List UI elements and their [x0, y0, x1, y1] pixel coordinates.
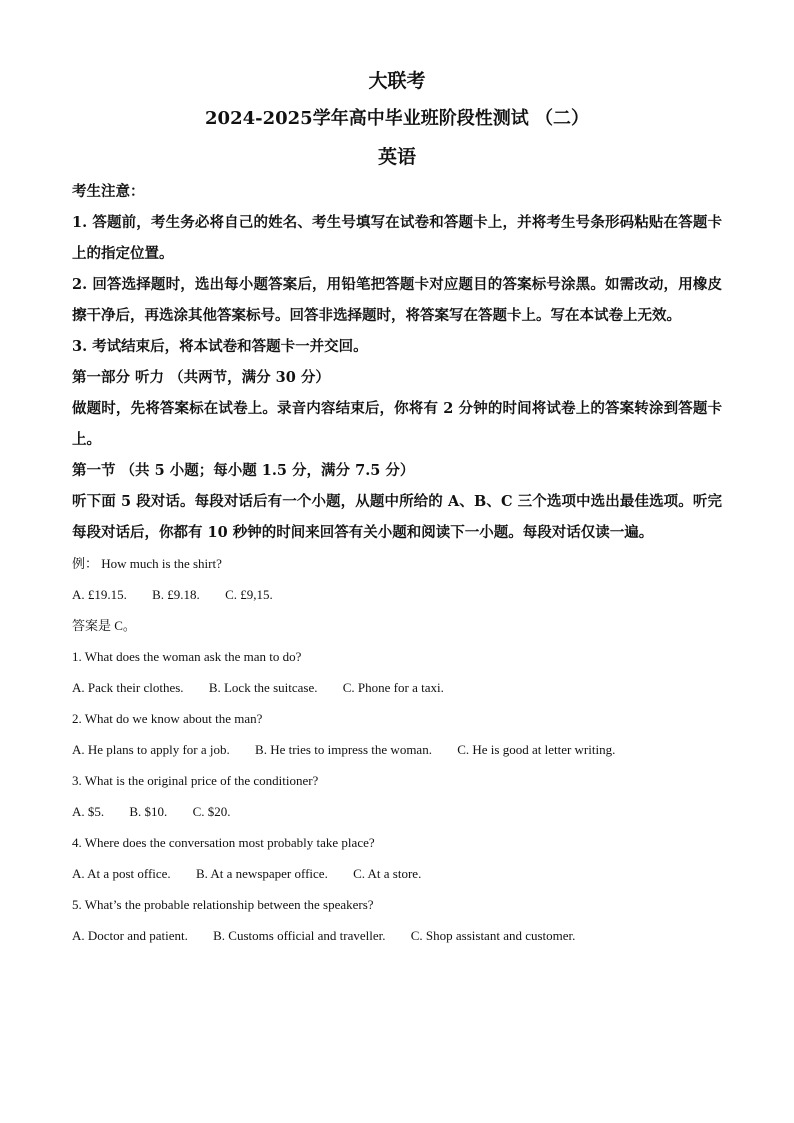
question-4: 4. Where does the conversation most probably take place?: [72, 835, 375, 850]
exam-title-2: 2024-2025学年高中毕业班阶段性测试 （二）: [205, 108, 589, 129]
question-1: 1. What does the woman ask the man to do?: [72, 649, 302, 664]
question-3: 3. What is the original price of the conditioner?: [72, 773, 319, 788]
exam-subject: 英语: [377, 146, 416, 168]
notice-item-3: 3. 考试结束后，将本试卷和答题卡一并交回。: [72, 338, 368, 355]
question-1-options: [72, 672, 722, 703]
example-options: [72, 579, 722, 610]
example-option-a: A. £19.15.: [72, 587, 127, 602]
part1-instruction: 做题时，先将答案标在试卷上。录音内容结束后，你将有 2 分钟的时间将试卷上的答案转涂到答题卡上。: [72, 400, 722, 448]
question-2: 2. What do we know about the man?: [72, 711, 263, 726]
question-3-options: [72, 796, 722, 827]
q4-option-c: C. At a store.: [353, 866, 422, 881]
q4-option-a: A. At a post office.: [72, 866, 171, 881]
notice-heading: 考生注意：: [72, 183, 145, 200]
example-option-c: C. £9,15.: [225, 587, 273, 602]
q1-option-a: A. Pack their clothes.: [72, 680, 184, 695]
section1-instruction: 听下面 5 段对话。每段对话后有一个小题，从题中所给的 A、B、C 三个选项中选出最佳选项。听完每段对话后，你都有 10 秒钟的时间来回答有关小题和阅读下一小题。每段对话仅读一遍。: [72, 493, 722, 541]
question-5-options: [72, 920, 722, 951]
q5-option-b: B. Customs official and traveller.: [213, 928, 386, 943]
notice-item-2: 2. 回答选择题时，选出每小题答案后，用铅笔把答题卡对应题目的答案标号涂黑。如需改动，用橡皮擦干净后，再选涂其他答案标号。回答非选择题时，将答案写在答题卡上。写在本试卷上无效。: [72, 276, 722, 324]
q1-option-c: C. Phone for a taxi.: [342, 680, 444, 695]
q2-option-c: C. He is good at letter writing.: [457, 742, 616, 757]
part1-heading: 第一部分 听力 （共两节，满分 30 分）: [72, 369, 330, 386]
section1-heading: 第一节 （共 5 小题；每小题 1.5 分，满分 7.5 分）: [72, 462, 415, 479]
exam-title-1: 大联考: [368, 70, 426, 92]
q1-option-b: B. Lock the suitcase.: [208, 680, 318, 695]
q5-option-c: C. Shop assistant and customer.: [410, 928, 576, 943]
q2-option-b: B. He tries to impress the woman.: [255, 742, 432, 757]
question-4-options: [72, 858, 722, 889]
q2-option-a: A. He plans to apply for a job.: [72, 742, 230, 757]
q3-option-a: A. $5.: [72, 804, 105, 819]
q5-option-a: A. Doctor and patient.: [72, 928, 188, 943]
question-2-options: [72, 734, 722, 765]
q3-option-b: B. $10.: [129, 804, 168, 819]
example-option-b: B. £9.18.: [152, 587, 200, 602]
question-5: 5. What’s the probable relationship between the speakers?: [72, 897, 374, 912]
q4-option-b: B. At a newspaper office.: [195, 866, 328, 881]
example-question: 例： How much is the shirt?: [72, 556, 222, 571]
notice-item-1: 1. 答题前，考生务必将自己的姓名、考生号填写在试卷和答题卡上，并将考生号条形码粘贴在答题卡上的指定位置。: [72, 214, 722, 262]
exam-page: [72, 62, 722, 951]
example-answer: 答案是 C。: [72, 618, 136, 633]
q3-option-c: C. $20.: [192, 804, 231, 819]
